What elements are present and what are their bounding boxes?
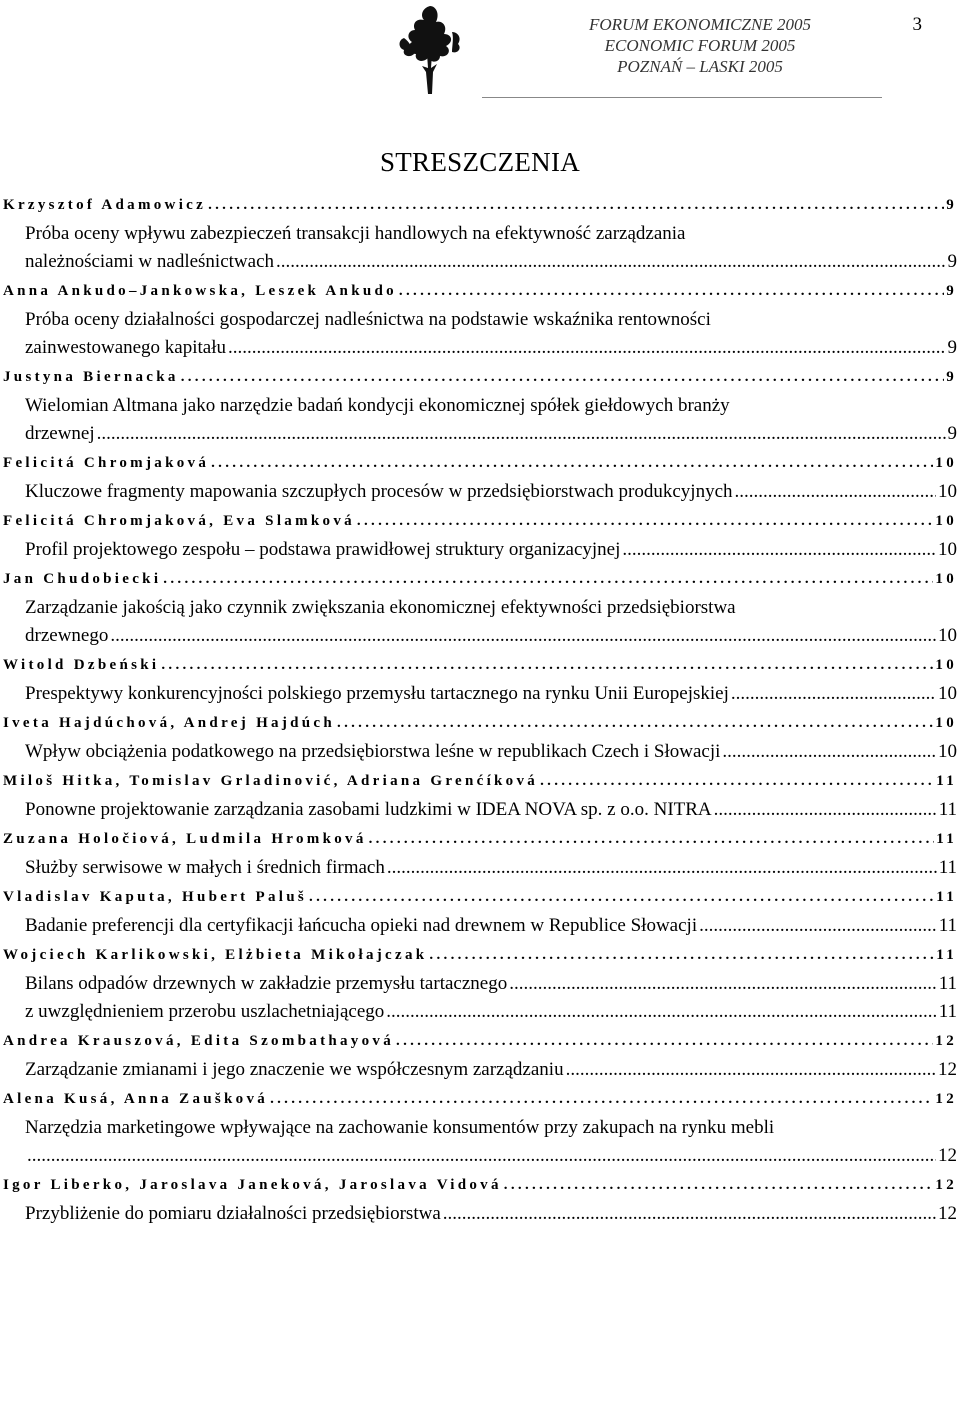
abstract-title-page: 11 [938, 857, 957, 878]
abstract-title-text: Profil projektowego zespołu – podstawa prawidłowej struktury organizacyjnej [25, 539, 621, 560]
abstract-title-line [25, 248, 957, 276]
author-line [3, 770, 957, 792]
toc-title-entry [25, 536, 957, 564]
author-text: Vladislav Kaputa, Hubert Paluš [3, 889, 308, 905]
dot-leader [566, 1056, 936, 1084]
page-title: STRESZCZENIA [379, 147, 581, 177]
header-line-1: FORUM EKONOMICZNE 2005 [589, 15, 811, 34]
author-line [3, 944, 957, 966]
table-of-contents [0, 190, 960, 1232]
dot-leader [540, 770, 934, 792]
dot-leader [276, 248, 945, 276]
toc-author-entry [3, 452, 957, 474]
abstract-title-text: Zarządzanie jakością jako czynnik zwiększania ekonomicznej efektywności przedsiębiorstwa [25, 597, 736, 618]
abstract-title-text: Badanie preferencji dla certyfikacji łańcucha opieki nad drewnem w Republice Słowacji [25, 915, 698, 936]
author-line [3, 1030, 957, 1052]
abstract-title-page: 12 [938, 1203, 957, 1224]
abstract-title-text: Kluczowe fragmenty mapowania szczupłych procesów w przedsiębiorstwach produkcyjnych [25, 481, 733, 502]
author-page: 9 [946, 283, 957, 299]
author-page: 12 [935, 1177, 957, 1193]
abstract-title-page: 10 [938, 683, 957, 704]
abstract-title-line [25, 1200, 957, 1228]
toc-author-entry [3, 194, 957, 216]
dot-leader [722, 738, 936, 766]
abstract-title-line [25, 796, 957, 824]
abstract-title-page: 10 [938, 625, 957, 646]
toc-title-entry [25, 220, 957, 276]
toc-author-entry [3, 1174, 957, 1196]
author-text: Felicitá Chromjaková, Eva Slamková [3, 513, 355, 529]
abstract-title-text: z uwzględnieniem przerobu uszlachetniającego [25, 1001, 385, 1022]
abstract-title-page: 9 [947, 251, 957, 272]
dot-leader [387, 854, 937, 882]
abstract-title-page: 10 [938, 741, 957, 762]
dot-leader [699, 912, 937, 940]
abstract-title-text: drzewnej [25, 423, 95, 444]
author-line [3, 886, 957, 908]
author-line [3, 280, 957, 302]
toc-author-entry [3, 944, 957, 966]
author-page: 11 [936, 947, 957, 963]
toc-title-entry [25, 854, 957, 882]
author-page: 11 [936, 831, 957, 847]
author-text: Justyna Biernacka [3, 369, 179, 385]
author-line [3, 452, 957, 474]
author-page: 10 [935, 715, 957, 731]
toc-author-entry [3, 770, 957, 792]
dot-leader [504, 1174, 934, 1196]
author-page: 11 [936, 889, 957, 905]
author-text: Iveta Hajdúchová, Andrej Hajdúch [3, 715, 336, 731]
toc-title-entry [25, 796, 957, 824]
author-page: 12 [935, 1033, 957, 1049]
abstract-title-line [25, 970, 957, 998]
abstract-title-text: należnościami w nadleśnictwach [25, 251, 275, 272]
author-page: 10 [935, 455, 957, 471]
tree-logo-icon [382, 2, 478, 98]
abstract-title-page: 9 [947, 337, 957, 358]
abstract-title-line [25, 998, 957, 1026]
abstract-title-text: Próba oceny wpływu zabezpieczeń transakcji handlowych na efektywność zarządzania [25, 223, 686, 244]
abstract-title-text: Prespektywy konkurencyjności polskiego przemysłu tartacznego na rynku Unii Europejskiej [25, 683, 729, 704]
toc-title-entry [25, 1114, 957, 1170]
dot-leader [396, 1030, 933, 1052]
toc-author-entry [3, 654, 957, 676]
author-line [3, 568, 957, 590]
author-line [3, 366, 957, 388]
dot-leader [163, 568, 933, 590]
abstract-title-page: 11 [938, 799, 957, 820]
author-line [3, 828, 957, 850]
toc-title-entry [25, 392, 957, 448]
author-text: Miloš Hitka, Tomislav Grladinović, Adriana Grenćíková [3, 773, 539, 789]
author-line [3, 654, 957, 676]
abstract-title-text: Ponowne projektowanie zarządzania zasobami ludzkimi w IDEA NOVA sp. z o.o. NITRA [25, 799, 712, 820]
dot-leader [270, 1088, 933, 1110]
dot-leader [161, 654, 933, 676]
author-text: Felicitá Chromjaková [3, 455, 210, 471]
author-text: Krzysztof Adamowicz [3, 197, 207, 213]
abstract-title-text: Służby serwisowe w małych i średnich firmach [25, 857, 385, 878]
abstract-title-text: Próba oceny działalności gospodarczej nadleśnictwa na podstawie wskaźnika rentowności [25, 309, 711, 330]
toc-title-entry [25, 912, 957, 940]
abstract-title-text: Narzędzia marketingowe wpływające na zachowanie konsumentów przy zakupach na rynku mebli [25, 1117, 775, 1138]
dot-leader [622, 536, 936, 564]
dot-leader [731, 680, 936, 708]
dot-leader [386, 998, 936, 1026]
abstract-title-text: Zarządzanie zmianami i jego znaczenie we współczesnym zarządzaniu [25, 1059, 564, 1080]
toc-author-entry [3, 1030, 957, 1052]
toc-title-entry [25, 738, 957, 766]
running-header [480, 14, 920, 77]
dot-leader [211, 452, 933, 474]
author-text: Andrea Krauszová, Edita Szombathayová [3, 1033, 395, 1049]
author-text: Zuzana Holočiová, Ludmila Hromková [3, 831, 367, 847]
abstract-title-line [25, 912, 957, 940]
dot-leader [509, 970, 937, 998]
abstract-title-line [25, 536, 957, 564]
abstract-title-text: Wielomian Altmana jako narzędzie badań kondycji ekonomicznej spółek giełdowych branży [25, 395, 730, 416]
toc-title-entry [25, 970, 957, 1026]
author-page: 9 [946, 369, 957, 385]
abstract-title-text: drzewnego [25, 625, 109, 646]
author-text: Jan Chudobiecki [3, 571, 162, 587]
abstract-title-line [25, 622, 957, 650]
author-text: Igor Liberko, Jaroslava Janeková, Jaroslava Vidová [3, 1177, 502, 1193]
dot-leader [337, 712, 933, 734]
abstract-title-line [25, 1056, 957, 1084]
author-line [3, 1174, 957, 1196]
author-line [3, 1088, 957, 1110]
toc-title-entry [25, 1200, 957, 1228]
author-text: Wojciech Karlikowski, Elżbieta Mikołajczak [3, 947, 428, 963]
toc-author-entry [3, 510, 957, 532]
abstract-title-page: 12 [938, 1059, 957, 1080]
dot-leader [27, 1142, 936, 1170]
author-text: Witold Dzbeński [3, 657, 160, 673]
author-page: 10 [935, 571, 957, 587]
page-number: 3 [912, 14, 922, 35]
toc-title-entry [25, 1056, 957, 1084]
author-text: Alena Kusá, Anna Zaušková [3, 1091, 269, 1107]
abstract-title-page: 9 [947, 423, 957, 444]
toc-title-entry [25, 478, 957, 506]
abstract-title-line [25, 478, 957, 506]
dot-leader [110, 622, 936, 650]
header-line-3: POZNAŃ – LASKI 2005 [617, 57, 783, 76]
author-page: 11 [936, 773, 957, 789]
author-line [3, 510, 957, 532]
toc-author-entry [3, 366, 957, 388]
dot-leader [228, 334, 945, 362]
abstract-title-text: Bilans odpadów drzewnych w zakładzie przemysłu tartacznego [25, 973, 508, 994]
toc-author-entry [3, 828, 957, 850]
abstract-title-line [25, 420, 957, 448]
dot-leader [735, 478, 937, 506]
abstract-title-line [25, 680, 957, 708]
dot-leader [443, 1200, 936, 1228]
abstract-title-line [25, 738, 957, 766]
toc-author-entry [3, 1088, 957, 1110]
author-page: 12 [935, 1091, 957, 1107]
abstract-title-page: 11 [938, 1001, 957, 1022]
abstract-title-text: Wpływ obciążenia podatkowego na przedsiębiorstwa leśne w republikach Czech i Słowacji [25, 741, 721, 762]
author-page: 10 [935, 657, 957, 673]
author-page: 9 [946, 197, 957, 213]
abstract-title-page: 10 [938, 539, 957, 560]
abstract-title-line [25, 334, 957, 362]
author-text: Anna Ankudo–Jankowska, Leszek Ankudo [3, 283, 397, 299]
dot-leader [369, 828, 935, 850]
dot-leader [181, 366, 944, 388]
abstract-title-page: 10 [938, 481, 957, 502]
author-line [3, 194, 957, 216]
abstract-title-page: 11 [938, 973, 957, 994]
header-divider [482, 97, 882, 98]
toc-author-entry [3, 568, 957, 590]
header-line-2: ECONOMIC FORUM 2005 [604, 36, 796, 55]
dot-leader [357, 510, 933, 532]
toc-title-entry [25, 594, 957, 650]
abstract-title-text: Przybliżenie do pomiaru działalności przedsiębiorstwa [25, 1203, 441, 1224]
dot-leader [309, 886, 934, 908]
toc-title-entry [25, 680, 957, 708]
abstract-title-page: 11 [938, 915, 957, 936]
author-line [3, 712, 957, 734]
dot-leader [399, 280, 944, 302]
abstract-title-text: zainwestowanego kapitału [25, 337, 227, 358]
dot-leader [429, 944, 934, 966]
dot-leader [208, 194, 944, 216]
toc-title-entry [25, 306, 957, 362]
abstract-title-line [25, 1142, 957, 1170]
toc-author-entry [3, 886, 957, 908]
dot-leader [97, 420, 946, 448]
abstract-title-line [25, 854, 957, 882]
toc-author-entry [3, 280, 957, 302]
toc-author-entry [3, 712, 957, 734]
author-page: 10 [935, 513, 957, 529]
abstract-title-page: 12 [938, 1145, 957, 1166]
dot-leader [714, 796, 937, 824]
